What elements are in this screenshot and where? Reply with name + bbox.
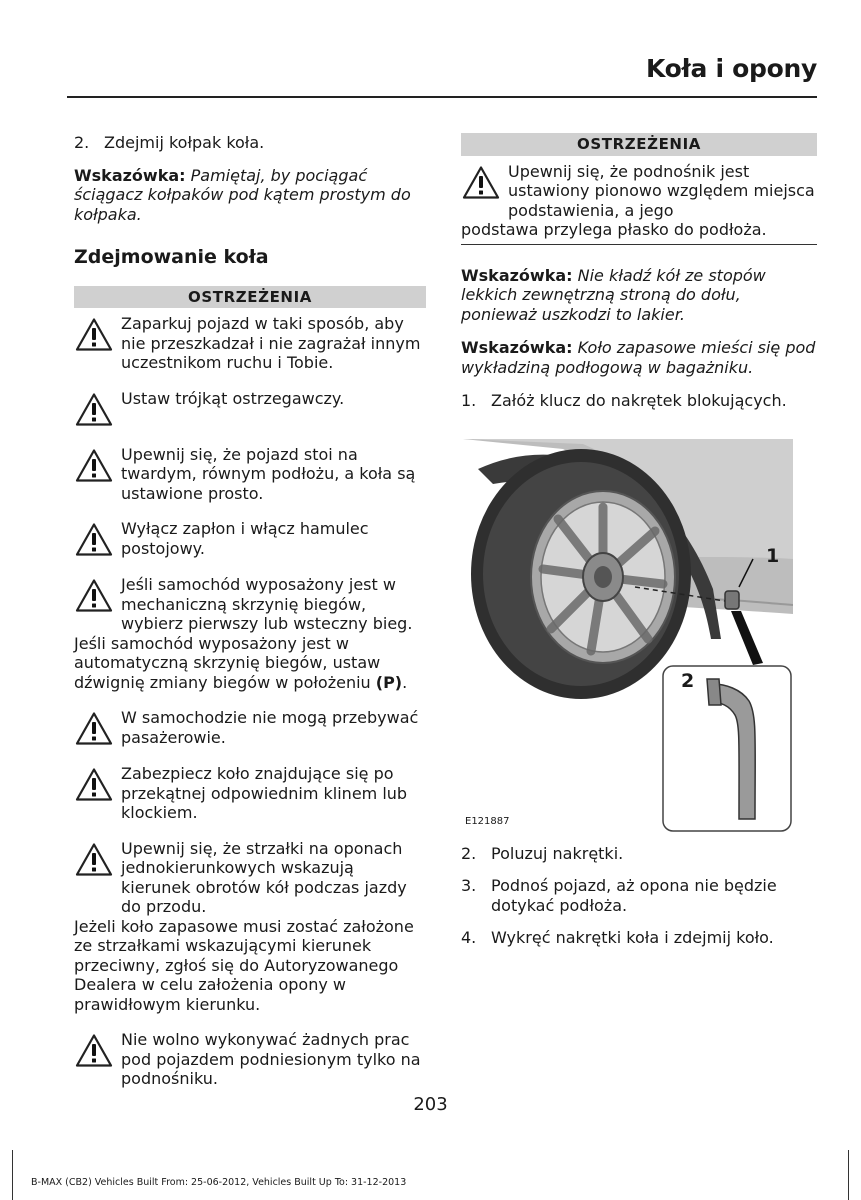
step-number: 3. [461,876,477,895]
header-rule [67,96,817,98]
warning-text: Ustaw trójkąt ostrzegawczy. [121,388,345,408]
warning-continuation: podstawa przylega płasko do podłoża. [461,220,767,239]
warning-continuation [74,634,426,693]
step-text: Podnoś pojazd, aż opona nie będzie dotykać podłoża. [491,876,777,915]
warning-triangle-icon [75,1033,113,1068]
warnings-header: OSTRZEŻENIA [461,133,817,156]
warning-cont-end: . [402,672,408,692]
crop-mark [848,1150,849,1200]
warning-item [74,314,426,373]
warning-text: Zabezpiecz koło znajdujące się po przekątnej odpowiednim klinem lub klockiem. [121,764,408,822]
note-text: Nie kładź kół ze stopów lekkich zewnętrzną stroną do dołu, ponieważ uszkodzi to lakier. [461,265,766,324]
warning-continuation: Jeżeli koło zapasowe musi zostać założone ze strzałkami wskazującymi kierunek przeciwny, zgłoś się do Autoryzowanego Dealera w celu założenia opony w prawidłowym kierunku. [74,916,414,1014]
step-loosen-nuts [461,844,817,864]
left-column [74,133,426,1105]
warning-triangle-icon [75,578,113,613]
note-label: Wskazówka: [461,338,573,357]
note-label: Wskazówka: [461,265,573,285]
note-spare-wheel [461,338,817,377]
warning-item [74,389,426,429]
warning-text: Upewnij się, że strzałki na oponach jednokierunkowych wskazują kierunek obrotów kół podczas jazdy do przodu. [121,838,407,916]
step-fit-key [461,391,817,411]
wheel-illustration [463,439,793,834]
note-alloy-wheels [461,266,817,325]
right-column [461,133,817,961]
note-label: Wskazówka: [74,165,186,185]
note-hubcap [74,166,426,225]
section-title: Zdejmowanie koła [74,246,269,268]
step-text: Wykręć nakrętki koła i zdejmij koło. [491,928,774,947]
page-number: 203 [413,1094,448,1115]
page-title: Koła i opony [646,54,817,83]
step-number: 2. [461,843,477,863]
figure-code: E121887 [465,815,510,827]
step-text: Załóż klucz do nakrętek blokujących. [491,391,787,410]
warning-text: Wyłącz zapłon i włącz hamulec postojowy. [121,519,369,558]
step-number: 1. [461,391,477,410]
warning-item [461,162,817,245]
warning-item [74,575,426,692]
warning-item [74,708,426,748]
step-number: 2. [74,133,90,152]
note-text: Pamiętaj, by pociągać ściągacz kołpaków pod kątem prostym do kołpaka. [74,165,411,224]
warning-text: Jeśli samochód wyposażony jest w mechaniczną skrzynię biegów, wybierz pierwszy lub wsteczny bieg. [121,575,413,633]
warning-text: W samochodzie nie mogą przebywać pasażerowie. [121,708,419,747]
warnings-header: OSTRZEŻENIA [74,286,426,309]
warning-triangle-icon [462,165,500,200]
warning-item [74,519,426,559]
warning-item [74,1030,426,1089]
crop-mark [12,1150,13,1200]
warning-triangle-icon [75,842,113,877]
step-text: Zdejmij kołpak koła. [104,133,265,152]
warning-triangle-icon [75,448,113,483]
wheel-drawing [463,439,793,834]
warning-cont-text: Jeśli samochód wyposażony jest w automatyczną skrzynię biegów, ustaw dźwignię zmiany biegów w położeniu [74,633,381,692]
warning-triangle-icon [75,711,113,746]
warning-item [74,839,426,1015]
warning-triangle-icon [75,522,113,557]
warning-text: Nie wolno wykonywać żadnych prac pod pojazdem podniesionym tylko na podnośniku. [121,1030,421,1088]
step-raise-vehicle [461,876,817,915]
warning-item [74,764,426,823]
callout-1: 1 [766,544,780,567]
gear-position-label: (P) [375,672,403,692]
warning-item [74,445,426,504]
step-remove-hubcap [74,133,426,153]
warning-triangle-icon [75,767,113,802]
step-text: Poluzuj nakrętki. [491,843,624,863]
step-remove-wheel [461,928,817,948]
warning-text: Upewnij się, że podnośnik jest ustawiony pionowo względem miejsca podstawienia, a jego [508,161,815,220]
callout-2: 2 [681,669,695,692]
warning-text: Zaparkuj pojazd w taki sposób, aby nie przeszkadzał i nie zagrażał innym uczestnikom ruchu i Tobie. [121,314,421,372]
warning-text: Upewnij się, że pojazd stoi na twardym, równym podłożu, a koła są ustawione prosto. [121,444,416,503]
warning-triangle-icon [75,392,113,427]
warning-triangle-icon [75,317,113,352]
step-number: 4. [461,928,477,947]
note-text: Koło zapasowe mieści się pod wykładziną podłogową w bagażniku. [461,338,816,377]
footer-text: B-MAX (CB2) Vehicles Built From: 25-06-2012, Vehicles Built Up To: 31-12-2013 [31,1177,407,1188]
